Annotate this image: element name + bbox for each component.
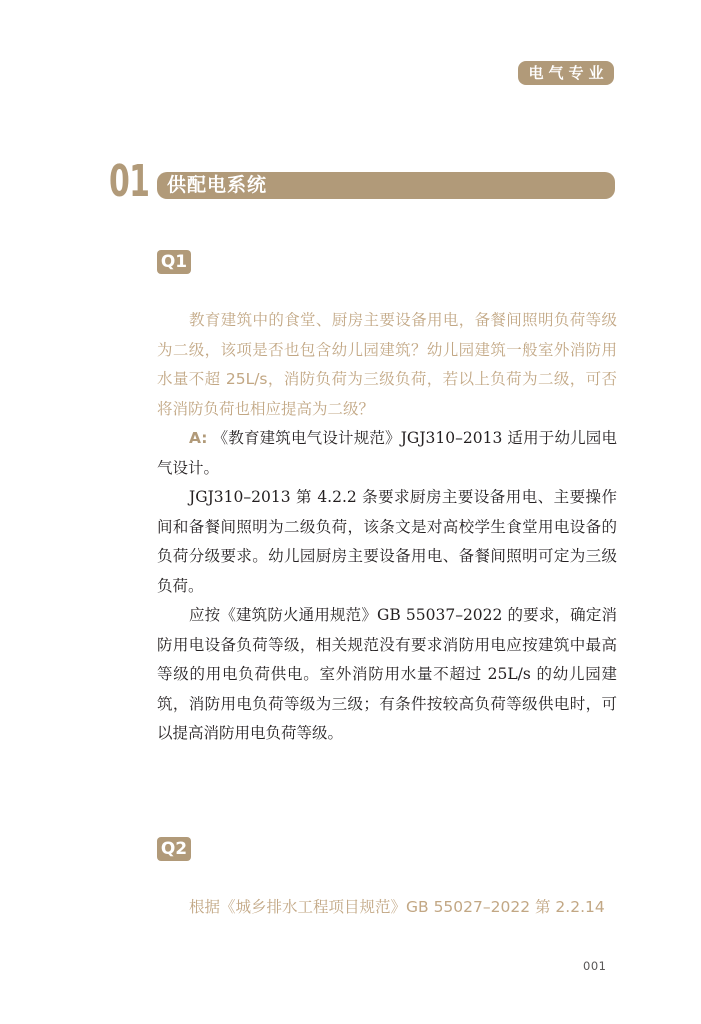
question-2-text: 根据《城乡排水工程项目规范》GB 55027–2022 第 2.2.14 bbox=[189, 898, 605, 916]
answer-paragraph bbox=[157, 424, 617, 483]
page-number: 001 bbox=[583, 959, 607, 973]
section-title: 供配电系统 bbox=[167, 174, 268, 196]
answer-paragraph: 应按《建筑防火通用规范》GB 55037–2022 的要求，确定消防用电设备负荷等级，相关规范没有要求消防用电应按建筑中最高等级的用电负荷供电。室外消防用水量不超过 25L/s 的幼儿园建筑，消防用电负荷等级为三级；有条件按较高负荷等级供电时，可以提高消防用电负荷等级。 bbox=[157, 606, 617, 742]
section-title-bar bbox=[157, 172, 615, 199]
question-1-badge: Q1 bbox=[157, 250, 191, 274]
answer-label: A: bbox=[189, 429, 208, 447]
section-number: 01 bbox=[109, 156, 150, 207]
answer-paragraph-text: 《教育建筑电气设计规范》JGJ310–2013 适用于幼儿园电气设计。 bbox=[157, 429, 617, 477]
answer-paragraph: JGJ310–2013 第 4.2.2 条要求厨房主要设备用电、主要操作间和备餐间照明为二级负荷，该条文是对高校学生食堂用电设备的负荷分级要求。幼儿园厨房主要设备用电、备餐间照明可定为三级负荷。 bbox=[157, 488, 617, 595]
category-badge: 电气专业 bbox=[518, 61, 614, 85]
question-1-text: 教育建筑中的食堂、厨房主要设备用电，备餐间照明负荷等级为二级，该项是否也包含幼儿园建筑？幼儿园建筑一般室外消防用水量不超 25L/s，消防负荷为三级负荷，若以上负荷为二级，可否将消防负荷也相应提高为二级？ bbox=[157, 311, 617, 418]
question-2-badge: Q2 bbox=[157, 837, 191, 861]
answer-1 bbox=[157, 424, 617, 749]
